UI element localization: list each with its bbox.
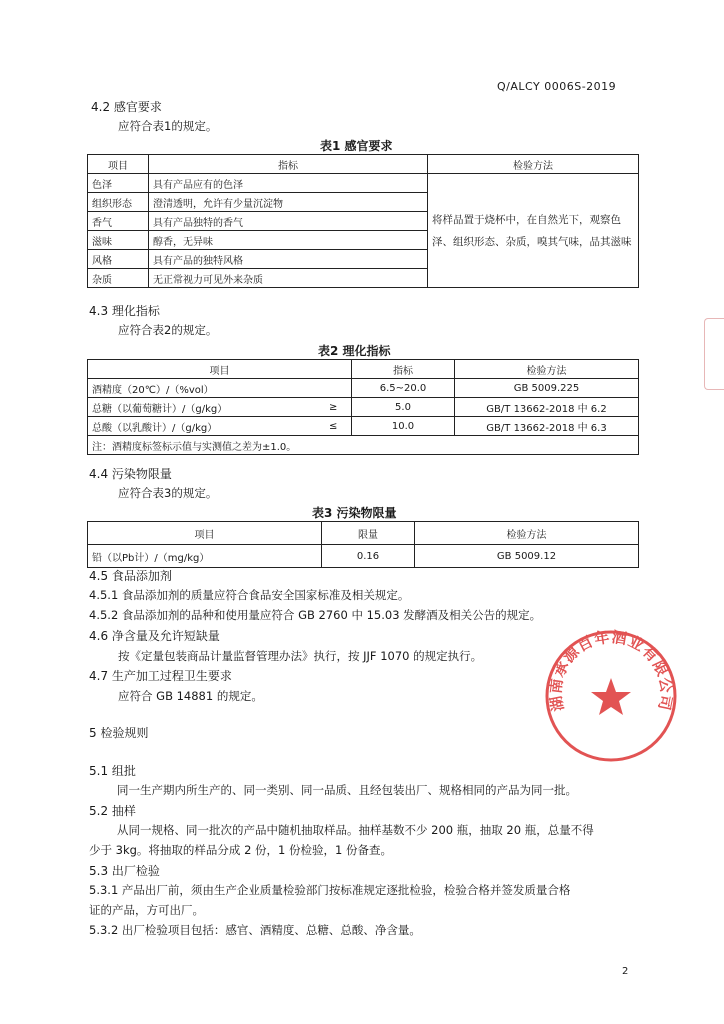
table-cell: 10.0 — [352, 417, 455, 436]
table-cell: 酒精度（20℃）/（%vol） — [88, 379, 352, 398]
table-cell: 铅（以Pb计）/（mg/kg） — [88, 545, 322, 568]
table1-header-row — [88, 155, 639, 174]
table-row — [88, 379, 639, 398]
section-5-1-text: 同一生产期内所生产的、同一类别、同一品质、且经包装出厂、规格相同的产品为同一批。 — [117, 783, 577, 797]
seal-star-icon — [591, 678, 631, 715]
table3-header-cell: 项目 — [88, 522, 322, 545]
document-code: Q/ALCY 0006S-2019 — [497, 80, 617, 93]
table1-header-cell: 项目 — [88, 155, 149, 174]
table3-header-row — [88, 522, 639, 545]
table-cell: 总酸（以乳酸计）/（g/kg） — [88, 417, 316, 436]
section-4-4-heading: 4.4 污染物限量 — [89, 467, 172, 481]
table1-header-cell: 检验方法 — [428, 155, 639, 174]
table-row — [88, 174, 639, 193]
section-4-2-heading: 4.2 感官要求 — [91, 100, 162, 114]
table3-header-cell: 检验方法 — [415, 522, 639, 545]
section-4-7-text: 应符合 GB 14881 的规定。 — [118, 689, 263, 703]
section-4-5-1-text: 4.5.1 食品添加剂的质量应符合食品安全国家标准及相关规定。 — [89, 588, 410, 602]
table-cell: 澄清透明，允许有少量沉淀物 — [149, 193, 428, 212]
section-4-5-2-text: 4.5.2 食品添加剂的品种和使用量应符合 GB 2760 中 15.03 发酵酒及相关公告的规定。 — [89, 608, 542, 622]
section-4-5-heading: 4.5 食品添加剂 — [89, 569, 172, 583]
table-cell: 无正常视力可见外来杂质 — [149, 269, 428, 288]
table-cell: 组织形态 — [88, 193, 149, 212]
table-cell: 具有产品独特的香气 — [149, 212, 428, 231]
table2-header-row — [88, 360, 639, 379]
section-5-3-2-text: 5.3.2 出厂检验项目包括：感官、酒精度、总糖、总酸、净含量。 — [89, 923, 421, 937]
table1-caption: 表1 感官要求 — [320, 139, 393, 153]
page-number: 2 — [622, 966, 629, 977]
section-5-3-heading: 5.3 出厂检验 — [89, 864, 160, 878]
table-cell-operator: ≥ — [316, 398, 352, 417]
table2-caption: 表2 理化指标 — [318, 344, 391, 358]
table1-method-cell: 将样品置于烧杯中，在自然光下，观察色泽、组织形态、杂质，嗅其气味，品其滋味 — [428, 174, 639, 288]
table3 — [87, 521, 639, 568]
seal-text: 湖南承源百年酒业有限公司 — [546, 628, 676, 713]
table-cell: 色泽 — [88, 174, 149, 193]
section-5-2-heading: 5.2 抽样 — [89, 804, 136, 818]
table-cell: 具有产品的独特风格 — [149, 250, 428, 269]
table-cell: 0.16 — [322, 545, 415, 568]
table2 — [87, 359, 639, 455]
table2-note: 注：酒精度标签标示值与实测值之差为±1.0。 — [88, 436, 639, 455]
section-4-2-text: 应符合表1的规定。 — [118, 119, 218, 133]
section-4-4-text: 应符合表3的规定。 — [118, 486, 218, 500]
table3-caption: 表3 污染物限量 — [312, 506, 397, 520]
table-row — [88, 398, 639, 417]
section-4-3-heading: 4.3 理化指标 — [89, 304, 160, 318]
edge-seal-fragment — [704, 318, 724, 390]
section-5-3-1-line2: 证的产品，方可出厂。 — [89, 903, 204, 917]
section-5-1-heading: 5.1 组批 — [89, 764, 136, 778]
table-cell: 总糖（以葡萄糖计）/（g/kg） — [88, 398, 316, 417]
table2-header-cell: 指标 — [352, 360, 455, 379]
section-4-6-heading: 4.6 净含量及允许短缺量 — [89, 629, 220, 643]
table-row — [88, 417, 639, 436]
section-4-6-text: 按《定量包装商品计量监督管理办法》执行，按 JJF 1070 的规定执行。 — [118, 649, 483, 663]
table-row — [88, 545, 639, 568]
section-4-3-text: 应符合表2的规定。 — [118, 323, 218, 337]
section-5-heading: 5 检验规则 — [89, 726, 149, 740]
table-cell: 风格 — [88, 250, 149, 269]
table-cell: GB/T 13662-2018 中 6.3 — [455, 417, 639, 436]
table-cell: GB 5009.225 — [455, 379, 639, 398]
table2-header-cell: 项目 — [88, 360, 352, 379]
company-seal — [543, 628, 679, 764]
table-cell: 杂质 — [88, 269, 149, 288]
table1 — [87, 154, 639, 288]
section-5-3-1-line1: 5.3.1 产品出厂前，须由生产企业质量检验部门按标准规定逐批检验，检验合格并签发质量合格 — [89, 883, 571, 897]
table-cell: 具有产品应有的色泽 — [149, 174, 428, 193]
table-cell: 5.0 — [352, 398, 455, 417]
table-cell: GB 5009.12 — [415, 545, 639, 568]
table2-header-cell: 检验方法 — [455, 360, 639, 379]
table-cell: GB/T 13662-2018 中 6.2 — [455, 398, 639, 417]
table-cell: 醇香，无异味 — [149, 231, 428, 250]
section-5-2-line2: 少于 3kg。将抽取的样品分成 2 份，1 份检验，1 份备查。 — [89, 843, 393, 857]
table-cell: 香气 — [88, 212, 149, 231]
table1-header-cell: 指标 — [149, 155, 428, 174]
table-cell: 滋味 — [88, 231, 149, 250]
section-5-2-line1: 从同一规格、同一批次的产品中随机抽取样品。抽样基数不少 200 瓶，抽取 20 瓶，总量不得 — [117, 823, 594, 837]
table-cell: 6.5~20.0 — [352, 379, 455, 398]
table-cell-operator: ≤ — [316, 417, 352, 436]
table2-note-row — [88, 436, 639, 455]
section-4-7-heading: 4.7 生产加工过程卫生要求 — [89, 669, 232, 683]
table3-header-cell: 限量 — [322, 522, 415, 545]
